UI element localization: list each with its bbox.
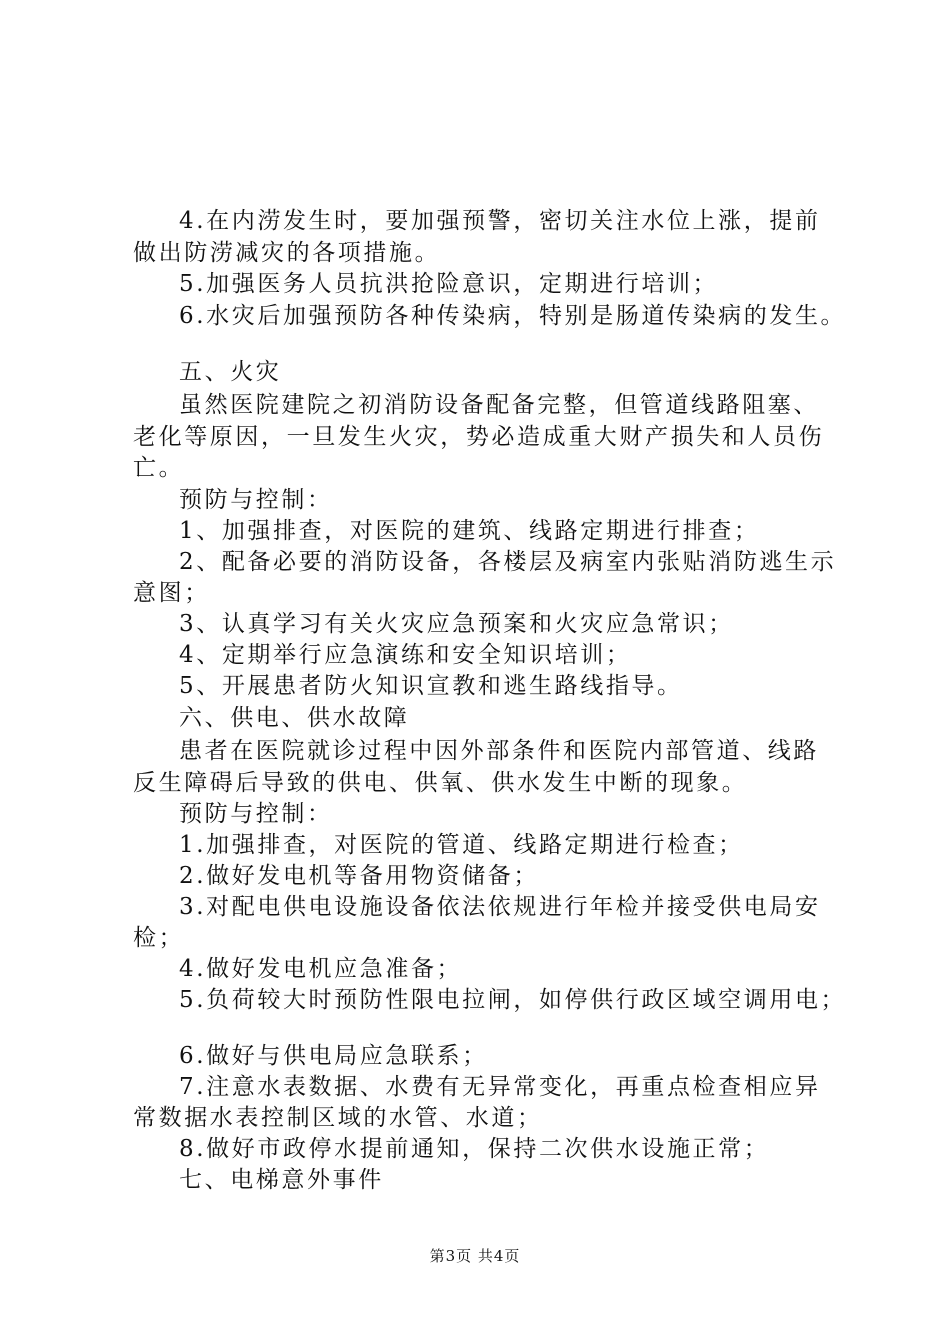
power-desc-line-1: 患者在医院就诊过程中因外部条件和医院内部管道、线路 xyxy=(179,738,819,764)
flood-item-4-cont: 做出防涝减灾的各项措施。 xyxy=(133,240,441,266)
power-item-6: 6.做好与供电局应急联系； xyxy=(179,1043,488,1069)
power-item-8: 8.做好市政停水提前通知，保持二次供水设施正常； xyxy=(179,1136,770,1162)
fire-item-4: 4、定期举行应急演练和安全知识培训； xyxy=(179,642,632,668)
power-item-7-cont: 常数据水表控制区域的水管、水道； xyxy=(133,1105,543,1131)
fire-item-3: 3、认真学习有关火灾应急预案和火灾应急常识； xyxy=(179,611,734,637)
power-item-3-cont: 检； xyxy=(133,925,185,951)
flood-item-4: 4.在内涝发生时，要加强预警，密切关注水位上涨，提前 xyxy=(179,208,821,234)
fire-desc-line-3: 亡。 xyxy=(133,455,185,481)
power-item-1: 1.加强排查，对医院的管道、线路定期进行检查； xyxy=(179,832,744,858)
power-heading: 六、供电、供水故障 xyxy=(179,705,410,731)
fire-item-5: 5、开展患者防火知识宣教和逃生路线指导。 xyxy=(179,673,683,699)
power-item-4: 4.做好发电机应急准备； xyxy=(179,956,463,982)
power-item-7: 7.注意水表数据、水费有无异常变化，再重点检查相应异 xyxy=(179,1074,821,1100)
fire-item-2: 2、配备必要的消防设备，各楼层及病室内张贴消防逃生示 xyxy=(179,549,837,575)
power-item-3: 3.对配电供电设施设备依法依规进行年检并接受供电局安 xyxy=(179,894,821,920)
fire-prevention-title: 预防与控制： xyxy=(179,487,333,513)
flood-item-5: 5.加强医务人员抗洪抢险意识，定期进行培训； xyxy=(179,271,719,297)
fire-item-1: 1、加强排查，对医院的建筑、线路定期进行排查； xyxy=(179,518,760,544)
elevator-heading: 七、电梯意外事件 xyxy=(179,1167,384,1193)
fire-desc-line-2: 老化等原因，一旦发生火灾，势必造成重大财产损失和人员伤 xyxy=(133,424,825,450)
power-prevention-title: 预防与控制： xyxy=(179,801,333,827)
fire-desc-line-1: 虽然医院建院之初消防设备配备完整，但管道线路阻塞、 xyxy=(179,392,819,418)
flood-item-6: 6.水灾后加强预防各种传染病，特别是肠道传染病的发生。 xyxy=(179,303,847,329)
fire-item-2-cont: 意图； xyxy=(133,580,210,606)
power-desc-line-2: 反生障碍后导致的供电、供氧、供水发生中断的现象。 xyxy=(133,770,748,796)
page-footer: 第3页 共4页 xyxy=(429,1247,521,1265)
fire-heading: 五、火灾 xyxy=(179,359,282,385)
power-item-5: 5.负荷较大时预防性限电拉闸，如停供行政区域空调用电； xyxy=(179,987,847,1013)
power-item-2: 2.做好发电机等备用物资储备； xyxy=(179,863,539,889)
